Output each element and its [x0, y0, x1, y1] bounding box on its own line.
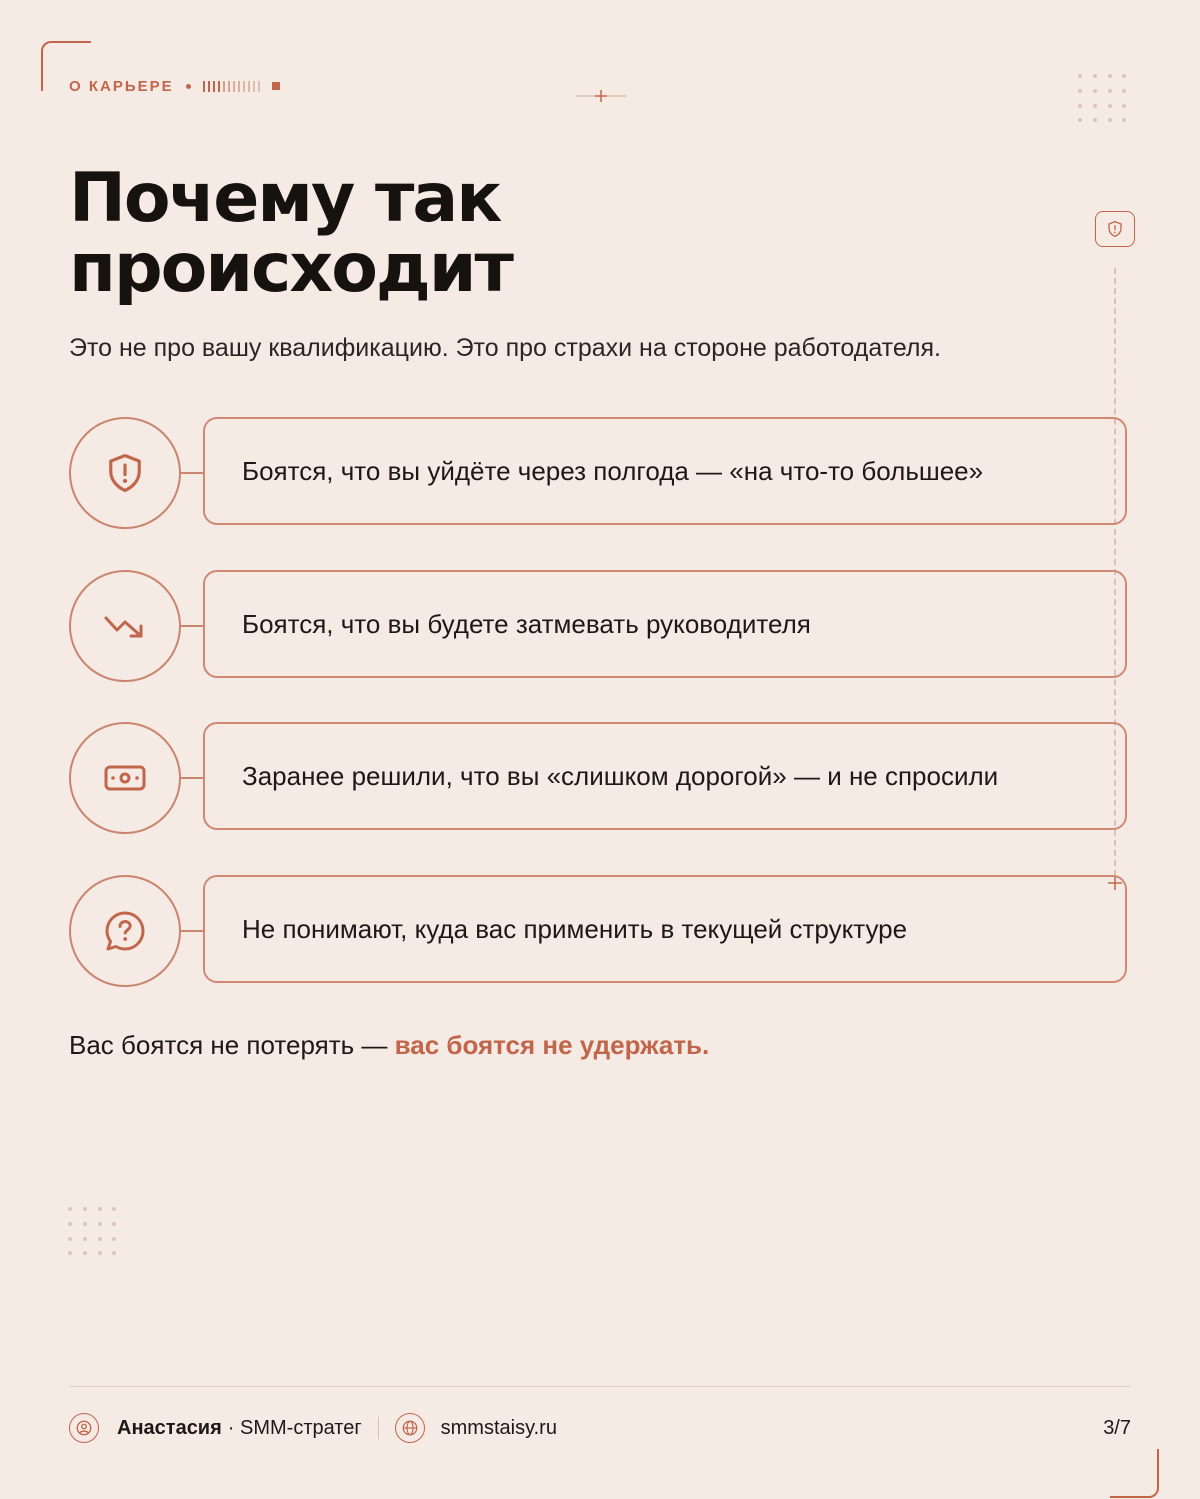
author-role: · SMM-стратег [227, 1416, 362, 1439]
footer-separator [378, 1417, 379, 1439]
kicker-dot [186, 84, 191, 89]
trending-down-icon [103, 612, 147, 640]
banknote-icon [103, 763, 147, 793]
shield-badge [1095, 211, 1135, 247]
conclusion-text [69, 1030, 709, 1061]
category-label: О КАРЬЕРЕ [69, 77, 174, 95]
reason-card: Заранее решили, что вы «слишком дорогой» — и не спросили [203, 722, 1127, 830]
user-icon [69, 1413, 99, 1443]
page-title [69, 159, 769, 308]
reason-icon-circle [69, 417, 181, 529]
connector-line [179, 930, 203, 932]
connector-line [179, 777, 203, 779]
dot-grid-decoration-bottom [66, 1205, 118, 1257]
category-kicker [69, 76, 280, 96]
reason-icon-circle [69, 722, 181, 834]
conclusion-accent: вас боятся не удержать. [394, 1030, 710, 1060]
reason-icon-circle [69, 875, 181, 987]
globe-icon [395, 1413, 425, 1443]
connector-line [179, 625, 203, 627]
footer [69, 1410, 1131, 1446]
reason-card: Боятся, что вы уйдёте через полгода — «на что-то большее» [203, 417, 1127, 525]
reason-row [69, 417, 1131, 529]
kicker-ticks [203, 81, 260, 92]
connector-line [179, 472, 203, 474]
shield-alert-icon [106, 452, 144, 494]
reason-card: Не понимают, куда вас применить в текущей структуре [203, 875, 1127, 983]
conclusion-prefix: Вас боятся не потерять — [69, 1030, 395, 1060]
title-line-1: Почему так [69, 159, 501, 238]
question-bubble-icon [103, 909, 147, 953]
page-counter: 3/7 [1103, 1416, 1131, 1439]
title-line-2: происходит [69, 229, 512, 308]
reason-icon-circle [69, 570, 181, 682]
website-link[interactable]: smmstaisy.ru [440, 1416, 557, 1439]
subtitle: Это не про вашу квалификацию. Это про страхи на стороне работодателя. [69, 334, 941, 362]
crosshair-decoration [576, 86, 626, 106]
reason-row [69, 875, 1131, 987]
author-name: Анастасия [117, 1416, 222, 1439]
dot-grid-decoration [1076, 72, 1128, 124]
shield-alert-icon [1107, 220, 1123, 238]
reason-card: Боятся, что вы будете затмевать руководителя [203, 570, 1127, 678]
corner-frame-bottom-right [1110, 1449, 1159, 1498]
footer-divider [69, 1386, 1131, 1387]
reason-row [69, 570, 1131, 682]
kicker-square [272, 82, 280, 90]
reason-row [69, 722, 1131, 834]
